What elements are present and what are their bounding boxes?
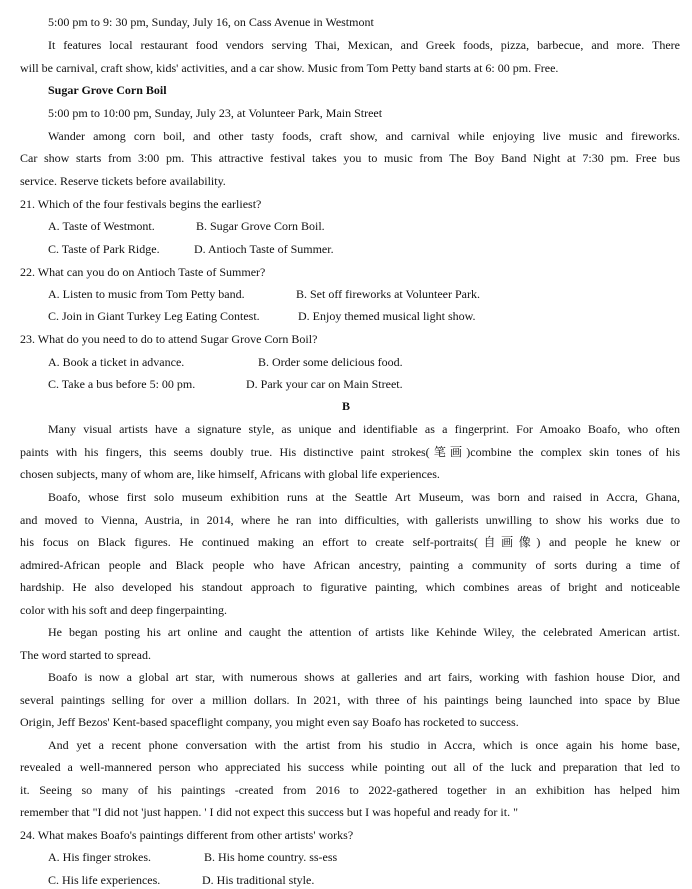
option-d: D. Antioch Taste of Summer.	[194, 242, 334, 256]
option-c: C. Taste of Park Ridge.	[48, 242, 160, 256]
paragraph-line: and moved to Vienna, Austria, in 2014, where he ran into difficulties, with gallerists unwilling to show his works due to	[20, 513, 680, 527]
option-b: B. Set off fireworks at Volunteer Park.	[296, 287, 480, 301]
question-stem: 23. What do you need to do to attend Sugar Grove Corn Boil?	[20, 332, 318, 346]
option-a: A. Listen to music from Tom Petty band.	[48, 287, 245, 301]
paragraph-line: his focus on Black figures. He continued making an effort to create self-portraits(自画像) and people he knew or	[20, 535, 680, 549]
paragraph-line: remember that "I did not 'just happen. ' I did not expect this success but I was hopeful and ready for it. "	[20, 805, 518, 819]
westmont-time: 5:00 pm to 9: 30 pm, Sunday, July 16, on Cass Avenue in Westmont	[48, 15, 374, 29]
westmont-description-line-2: will be carnival, craft show, kids' activities, and a car show. Music from Tom Petty band starts at 6: 00 pm. Free.	[20, 61, 559, 75]
option-b: B. Order some delicious food.	[258, 355, 403, 369]
section-b-heading: B	[341, 399, 350, 413]
paragraph-line: revealed a well-mannered person who appreciated his success while pointing out all of the luck and preparation that led to	[20, 760, 680, 774]
sugar-grove-time: 5:00 pm to 10:00 pm, Sunday, July 23, at Volunteer Park, Main Street	[48, 106, 383, 120]
option-d: D. Park your car on Main Street.	[246, 377, 403, 391]
option-d: D. His traditional style.	[202, 873, 315, 887]
paragraph-line: Boafo, whose first solo museum exhibition runs at the Seattle Art Museum, was born and raised in Accra, Ghana,	[48, 490, 680, 504]
sugar-grove-description-line-2: Car show starts from 3:00 pm. This attractive festival takes you to music from The Boy Band Night at 7:30 pm. Free bus	[20, 151, 680, 165]
option-b: B. His home country. ss-ess	[204, 850, 338, 864]
sugar-grove-description-line-3: service. Reserve tickets before availability.	[20, 174, 226, 188]
option-a: A. Taste of Westmont.	[48, 219, 155, 233]
option-d: D. Enjoy themed musical light show.	[298, 309, 476, 323]
option-c: C. Take a bus before 5: 00 pm.	[48, 377, 196, 391]
option-c: C. His life experiences.	[48, 873, 161, 887]
paragraph-line: it. Seeing so many of his paintings -created from 2016 to 2022-gathered together in an exhibition has helped him	[20, 783, 680, 797]
paragraph-line: And yet a recent phone conversation with the artist from his studio in Accra, which is once again his home base,	[48, 738, 680, 752]
sugar-grove-description-line-1: Wander among corn boil, and other tasty foods, craft show, and carnival while enjoying live music and fireworks.	[48, 129, 680, 143]
paragraph-line: several paintings selling for over a million dollars. In 2021, with three of his paintings being launched into space by Blue	[20, 693, 680, 707]
paragraph-line: paints with his fingers, this seems doubly true. His distinctive paint strokes(笔画)combine the complex skin tones of his	[20, 445, 680, 459]
westmont-description-line-1: It features local restaurant food vendors serving Thai, Mexican, and Greek foods, pizza, barbecue, and more. There	[48, 38, 680, 52]
sugar-grove-title: Sugar Grove Corn Boil	[48, 83, 167, 97]
paragraph-line: Boafo is now a global art star, with numerous shows at galleries and art fairs, working with fashion house Dior, and	[48, 670, 680, 684]
question-stem: 24. What makes Boafo's paintings different from other artists' works?	[20, 828, 354, 842]
paragraph-line: chosen subjects, many of whom are, like himself, Africans with global life experiences.	[20, 467, 440, 481]
paragraph-line: He began posting his art online and caught the attention of artists like Kehinde Wiley, the celebrated American artist.	[48, 625, 680, 639]
paragraph-line: hardship. He also developed his standout approach to figurative painting, which combines areas of bright and noticeable	[20, 580, 680, 594]
question-stem: 22. What can you do on Antioch Taste of Summer?	[20, 265, 266, 279]
question-stem: 21. Which of the four festivals begins the earliest?	[20, 197, 262, 211]
paragraph-line: color with his soft and deep fingerpainting.	[20, 603, 227, 617]
paragraph-line: The word started to spread.	[20, 648, 151, 662]
option-a: A. His finger strokes.	[48, 850, 151, 864]
option-c: C. Join in Giant Turkey Leg Eating Contest.	[48, 309, 260, 323]
paragraph-line: Origin, Jeff Bezos' Kent-based spaceflight company, you might even say Boafo has rocketed to success.	[20, 715, 519, 729]
paragraph-line: Many visual artists have a signature style, as unique and identifiable as a fingerprint. For Amoako Boafo, who often	[48, 422, 680, 436]
option-a: A. Book a ticket in advance.	[48, 355, 185, 369]
paragraph-line: admired-African people and Black people who have African ancestry, painting a community of sorts during a time of	[20, 558, 680, 572]
option-b: B. Sugar Grove Corn Boil.	[196, 219, 325, 233]
